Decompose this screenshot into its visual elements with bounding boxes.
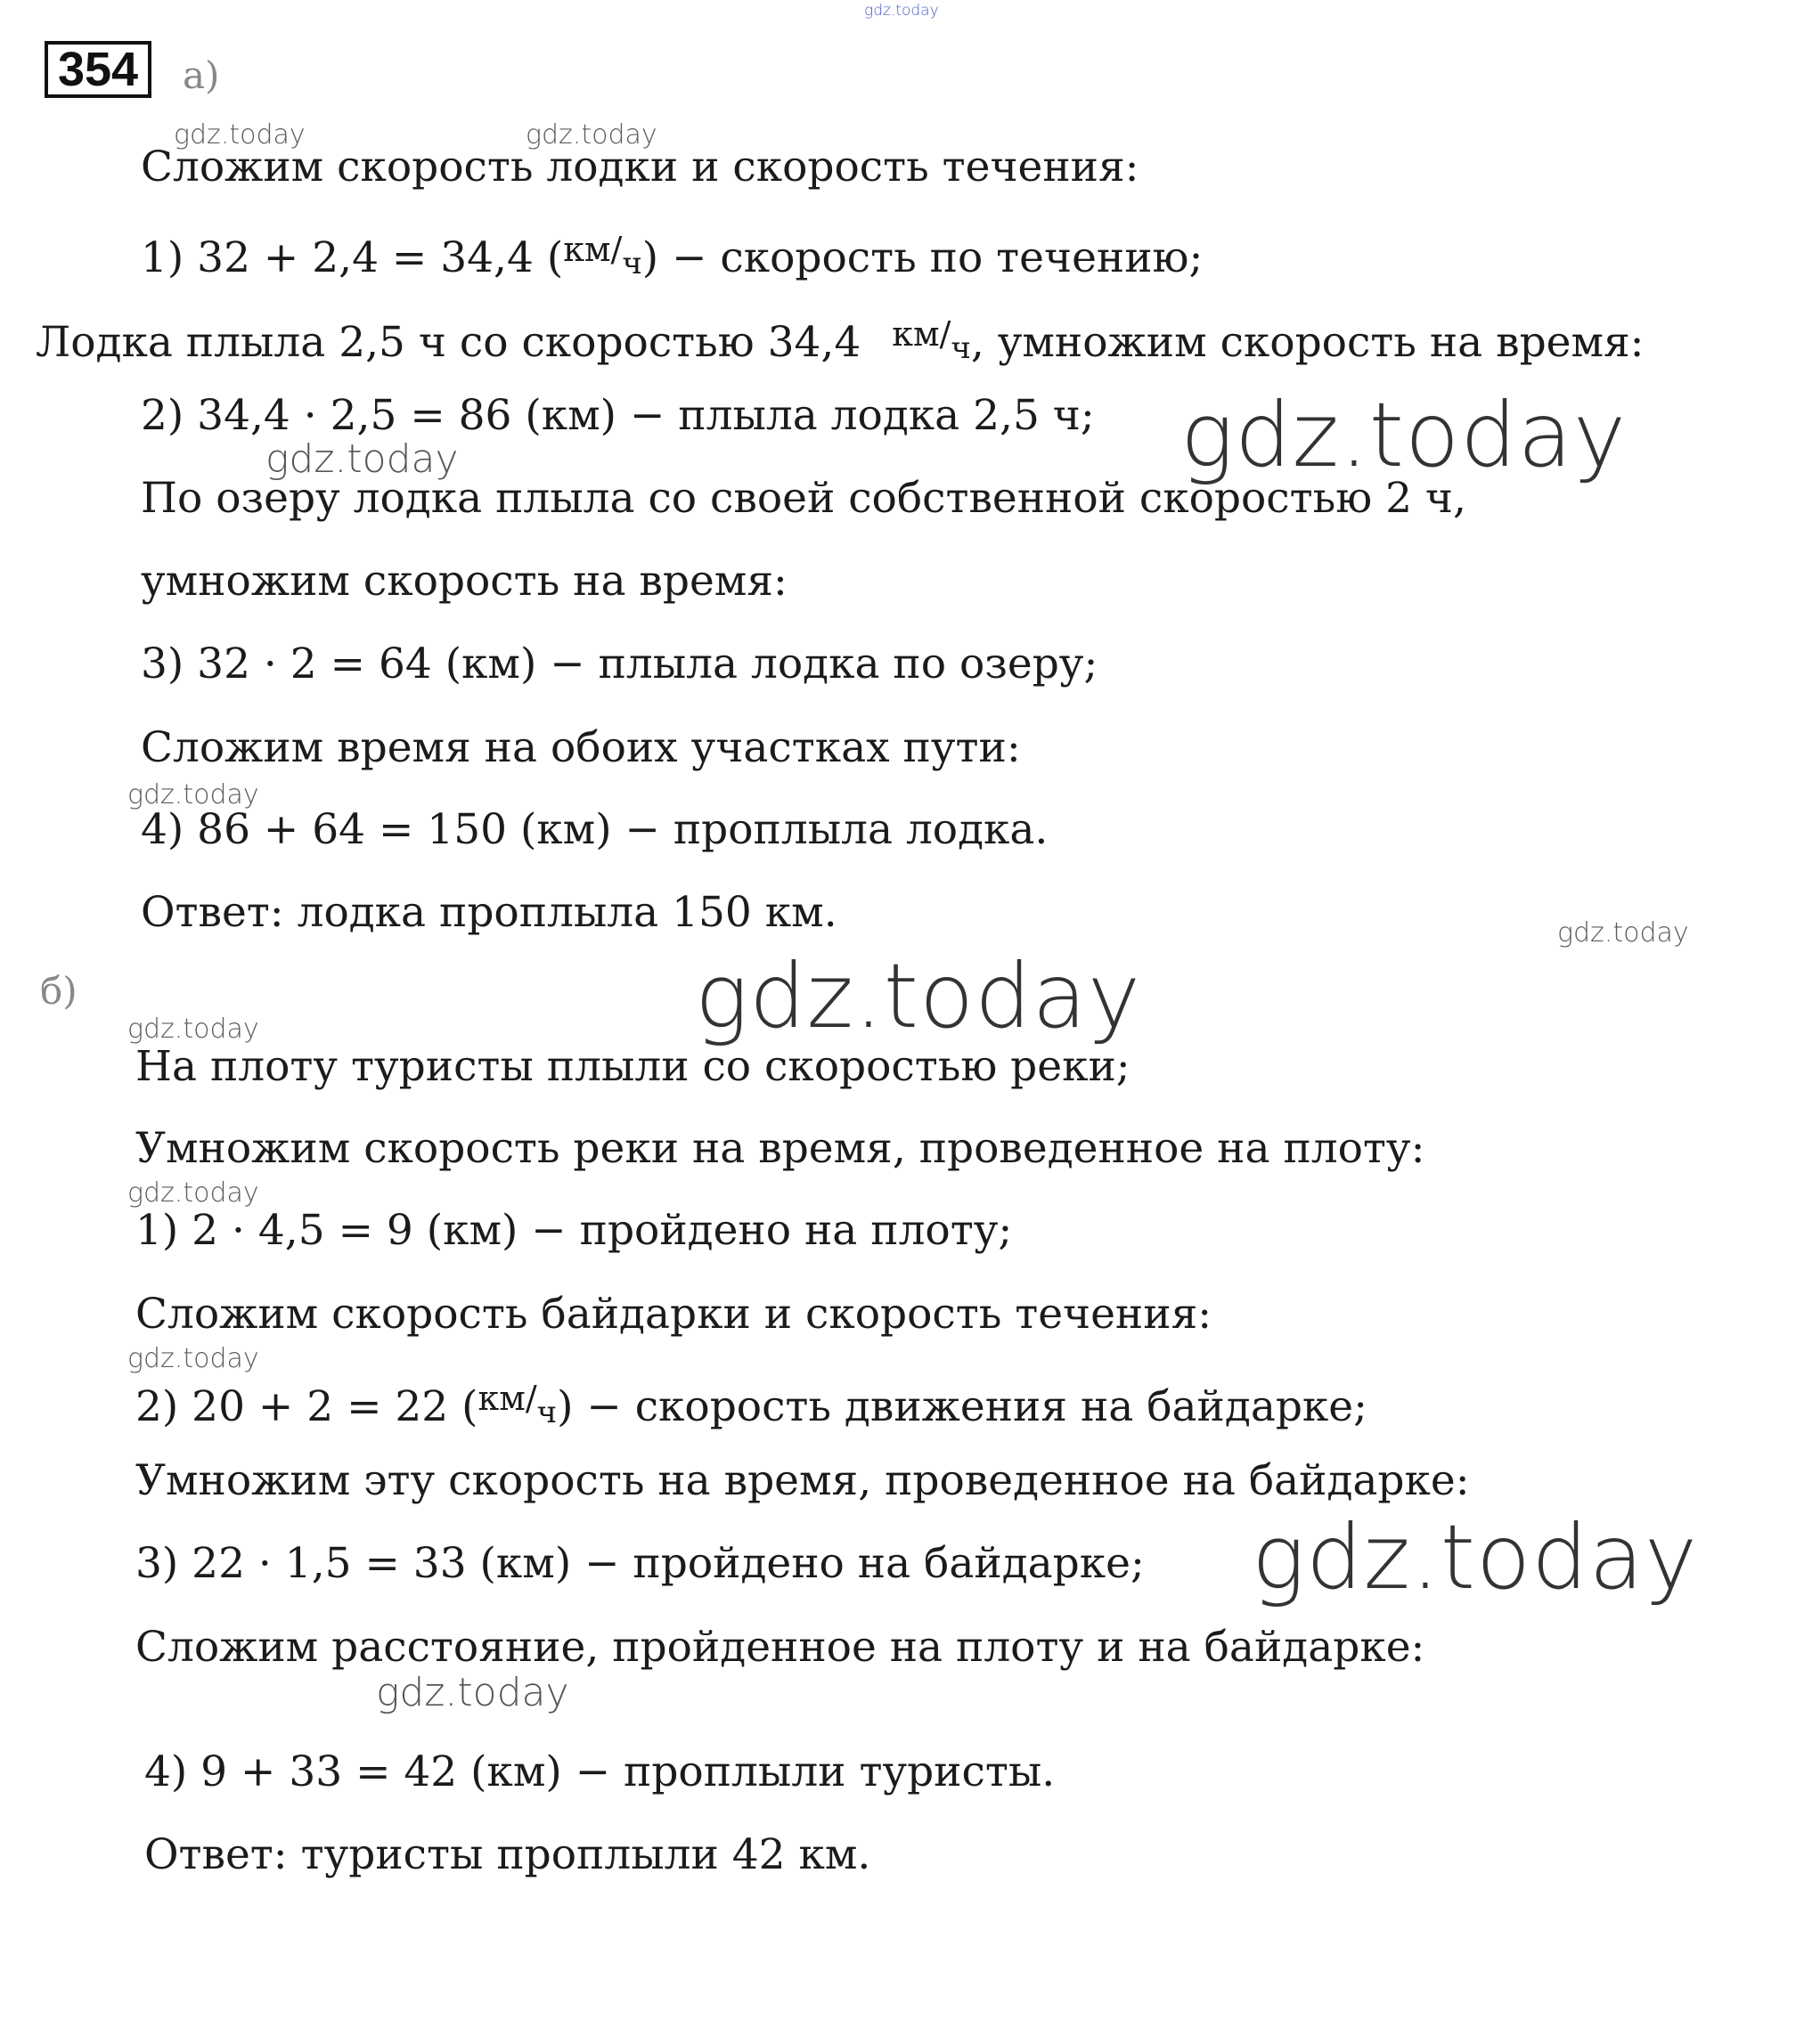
formula-text: 1) 32 + 2,4 = 34,4 ( <box>141 233 564 282</box>
unit-kmh: км/ч <box>563 230 642 281</box>
solution-b-line-6: Умножим эту скорость на время, проведенное на байдарке: <box>135 1456 1470 1505</box>
solution-b-line-8: Сложим расстояние, пройденное на плоту и на байдарке: <box>135 1623 1425 1672</box>
solution-a-line-3 <box>36 307 1645 370</box>
unit-kmh: км/ч <box>478 1379 558 1430</box>
watermark: gdz.today <box>1557 917 1689 949</box>
watermark: gdz.today <box>526 119 657 151</box>
solution-a-line-1: Сложим скорость лодки и скорость течения: <box>141 143 1139 191</box>
part-a-label: а) <box>183 53 220 97</box>
solution-a-line-9: 4) 86 + 64 = 150 (км) − проплыла лодка. <box>141 805 1049 854</box>
solution-a-line-4: 2) 34,4 · 2,5 = 86 (км) − плыла лодка 2,5 ч; <box>141 391 1095 440</box>
solution-b-line-2: Умножим скорость реки на время, проведенное на плоту: <box>135 1124 1425 1173</box>
watermark: gdz.today <box>265 436 459 482</box>
formula-text: 2) 20 + 2 = 22 ( <box>135 1382 478 1431</box>
unit-kmh: км/ч <box>892 314 971 366</box>
answer-b: Ответ: туристы проплыли 42 км. <box>144 1830 871 1879</box>
formula-text: ) − скорость по течению; <box>641 233 1204 282</box>
watermark: gdz.today <box>127 779 259 810</box>
solution-b-line-9: 4) 9 + 33 = 42 (км) − проплыли туристы. <box>144 1747 1056 1796</box>
watermark: gdz.today <box>864 2 939 20</box>
watermark: gdz.today <box>1252 1505 1699 1609</box>
solution-b-line-5 <box>135 1372 1367 1434</box>
solution-b-line-1: На плоту туристы плыли со скоростью реки; <box>135 1042 1131 1091</box>
watermark: gdz.today <box>1180 383 1628 487</box>
watermark: gdz.today <box>695 944 1142 1048</box>
solution-a-line-2 <box>141 223 1203 285</box>
solution-b-line-7: 3) 22 · 1,5 = 33 (км) − пройдено на байдарке; <box>135 1539 1145 1588</box>
answer-a: Ответ: лодка проплыла 150 км. <box>141 888 837 937</box>
watermark: gdz.today <box>127 1177 259 1209</box>
watermark: gdz.today <box>174 119 306 151</box>
part-b-label: б) <box>40 969 78 1013</box>
watermark: gdz.today <box>376 1670 569 1715</box>
formula-text: ) − скорость движения на байдарке; <box>557 1382 1367 1431</box>
solution-a-line-8: Сложим время на обоих участках пути: <box>141 723 1021 772</box>
problem-number: 354 <box>45 41 151 98</box>
text: , умножим скорость на время: <box>970 318 1645 367</box>
text: Лодка плыла 2,5 ч со скоростью 34,4 <box>36 318 875 367</box>
watermark: gdz.today <box>127 1343 259 1374</box>
solution-b-line-3: 1) 2 · 4,5 = 9 (км) − пройдено на плоту; <box>135 1206 1013 1255</box>
solution-a-line-5: По озеру лодка плыла со своей собственной скоростью 2 ч, <box>141 474 1466 523</box>
solution-a-line-6: умножим скорость на время: <box>141 557 788 606</box>
solution-a-line-7: 3) 32 · 2 = 64 (км) − плыла лодка по озеру; <box>141 639 1098 688</box>
solution-b-line-4: Сложим скорость байдарки и скорость течения: <box>135 1290 1212 1339</box>
watermark: gdz.today <box>127 1014 259 1045</box>
